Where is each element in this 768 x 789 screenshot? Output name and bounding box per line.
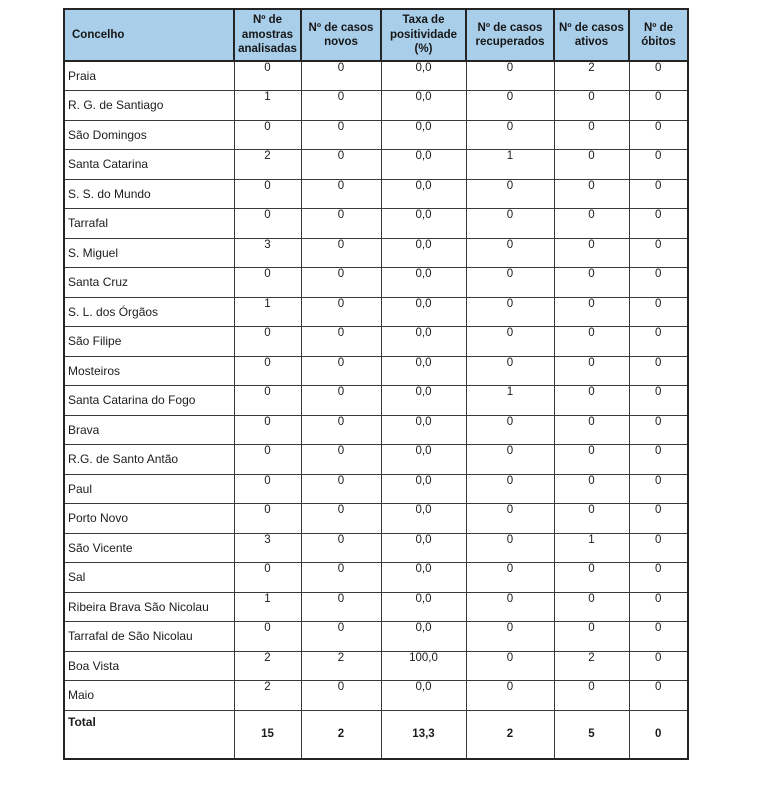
- municipality-cell: Sal: [64, 563, 234, 593]
- value-cell: 0: [629, 563, 688, 593]
- value-cell: 0: [466, 209, 554, 239]
- value-cell: 1: [234, 91, 301, 121]
- table-row: [64, 681, 688, 711]
- municipality-cell: Santa Cruz: [64, 268, 234, 298]
- municipality-cell: R.G. de Santo Antão: [64, 445, 234, 475]
- value-cell: 0: [554, 120, 629, 150]
- value-cell: 0: [234, 474, 301, 504]
- value-cell: 0: [466, 61, 554, 91]
- value-cell: 0,0: [381, 356, 466, 386]
- table-row: [64, 356, 688, 386]
- municipality-cell: S. Miguel: [64, 238, 234, 268]
- total-value-cell: 2: [301, 710, 381, 759]
- value-cell: 0: [629, 209, 688, 239]
- value-cell: 0: [466, 592, 554, 622]
- column-header-taxa-positividade: Taxa de positividade (%): [381, 9, 466, 61]
- value-cell: 0: [301, 61, 381, 91]
- table-row: [64, 268, 688, 298]
- value-cell: 0: [466, 504, 554, 534]
- table-row: [64, 61, 688, 91]
- value-cell: 0: [466, 327, 554, 357]
- value-cell: 1: [234, 297, 301, 327]
- table-row: [64, 297, 688, 327]
- value-cell: 0: [554, 91, 629, 121]
- value-cell: 0: [629, 386, 688, 416]
- municipality-cell: Maio: [64, 681, 234, 711]
- value-cell: 0: [301, 592, 381, 622]
- table-row: [64, 238, 688, 268]
- column-header-concelho: Concelho: [64, 9, 234, 61]
- municipality-cell: Brava: [64, 415, 234, 445]
- value-cell: 1: [554, 533, 629, 563]
- value-cell: 0: [301, 474, 381, 504]
- value-cell: 0: [554, 386, 629, 416]
- value-cell: 0: [554, 268, 629, 298]
- table-body: [64, 61, 688, 710]
- municipality-cell: Santa Catarina: [64, 150, 234, 180]
- value-cell: 0: [554, 356, 629, 386]
- column-header-casos-novos: Nº de casos novos: [301, 9, 381, 61]
- value-cell: 1: [466, 150, 554, 180]
- value-cell: 0: [629, 622, 688, 652]
- municipality-cell: S. L. dos Órgãos: [64, 297, 234, 327]
- municipality-cell: Mosteiros: [64, 356, 234, 386]
- value-cell: 0: [554, 563, 629, 593]
- table-row: [64, 592, 688, 622]
- value-cell: 0: [629, 61, 688, 91]
- value-cell: 0: [301, 504, 381, 534]
- value-cell: 0: [234, 179, 301, 209]
- value-cell: 0: [629, 327, 688, 357]
- column-header-amostras-analisadas: Nº de amostras analisadas: [234, 9, 301, 61]
- value-cell: 0: [629, 651, 688, 681]
- value-cell: 0: [554, 297, 629, 327]
- value-cell: 0: [554, 681, 629, 711]
- column-header-casos-recuperados: Nº de casos recuperados: [466, 9, 554, 61]
- table-container: [63, 8, 689, 760]
- value-cell: 0: [466, 297, 554, 327]
- value-cell: 0,0: [381, 504, 466, 534]
- value-cell: 0: [554, 327, 629, 357]
- total-value-cell: 15: [234, 710, 301, 759]
- value-cell: 0: [554, 238, 629, 268]
- value-cell: 0,0: [381, 622, 466, 652]
- value-cell: 0: [466, 120, 554, 150]
- table-footer: [64, 710, 688, 759]
- value-cell: 0: [301, 681, 381, 711]
- value-cell: 0: [466, 563, 554, 593]
- value-cell: 0,0: [381, 445, 466, 475]
- value-cell: 0: [301, 150, 381, 180]
- value-cell: 0: [301, 356, 381, 386]
- table-row: [64, 445, 688, 475]
- value-cell: 0: [466, 356, 554, 386]
- value-cell: 0: [629, 120, 688, 150]
- value-cell: 0: [234, 327, 301, 357]
- value-cell: 0: [554, 474, 629, 504]
- value-cell: 2: [554, 61, 629, 91]
- table-row: [64, 386, 688, 416]
- value-cell: 0: [466, 681, 554, 711]
- municipality-cell: Praia: [64, 61, 234, 91]
- value-cell: 0: [301, 120, 381, 150]
- value-cell: 100,0: [381, 651, 466, 681]
- value-cell: 2: [234, 651, 301, 681]
- municipality-cell: São Filipe: [64, 327, 234, 357]
- municipality-cell: Ribeira Brava São Nicolau: [64, 592, 234, 622]
- value-cell: 0: [554, 150, 629, 180]
- value-cell: 0: [466, 91, 554, 121]
- table-row: [64, 474, 688, 504]
- value-cell: 1: [466, 386, 554, 416]
- value-cell: 0: [301, 563, 381, 593]
- value-cell: 0,0: [381, 592, 466, 622]
- table-row: [64, 651, 688, 681]
- municipality-cell: S. S. do Mundo: [64, 179, 234, 209]
- value-cell: 0,0: [381, 297, 466, 327]
- value-cell: 0: [466, 533, 554, 563]
- value-cell: 0: [629, 297, 688, 327]
- value-cell: 0: [234, 504, 301, 534]
- value-cell: 0,0: [381, 150, 466, 180]
- value-cell: 0: [234, 356, 301, 386]
- value-cell: 2: [234, 681, 301, 711]
- value-cell: 0,0: [381, 533, 466, 563]
- value-cell: 0: [466, 415, 554, 445]
- table-row: [64, 120, 688, 150]
- value-cell: 0: [554, 592, 629, 622]
- value-cell: 0: [629, 179, 688, 209]
- value-cell: 0,0: [381, 474, 466, 504]
- value-cell: 0,0: [381, 120, 466, 150]
- total-label-cell: Total: [64, 710, 234, 759]
- value-cell: 0: [629, 150, 688, 180]
- value-cell: 0: [301, 415, 381, 445]
- value-cell: 0: [554, 179, 629, 209]
- table-row: [64, 91, 688, 121]
- header-row: [64, 9, 688, 61]
- value-cell: 0,0: [381, 91, 466, 121]
- value-cell: 0: [554, 209, 629, 239]
- table-row: [64, 415, 688, 445]
- municipality-cell: Porto Novo: [64, 504, 234, 534]
- value-cell: 0: [301, 179, 381, 209]
- value-cell: 0,0: [381, 209, 466, 239]
- value-cell: 0: [466, 651, 554, 681]
- value-cell: 0: [301, 91, 381, 121]
- total-value-cell: 0: [629, 710, 688, 759]
- value-cell: 0,0: [381, 61, 466, 91]
- value-cell: 0: [554, 445, 629, 475]
- value-cell: 0: [234, 209, 301, 239]
- value-cell: 0: [629, 681, 688, 711]
- value-cell: 0: [466, 474, 554, 504]
- value-cell: 0,0: [381, 386, 466, 416]
- value-cell: 0: [466, 179, 554, 209]
- value-cell: 0: [234, 386, 301, 416]
- value-cell: 1: [234, 592, 301, 622]
- value-cell: 2: [234, 150, 301, 180]
- value-cell: 0: [466, 238, 554, 268]
- value-cell: 0: [554, 504, 629, 534]
- value-cell: 2: [301, 651, 381, 681]
- table-row: [64, 179, 688, 209]
- value-cell: 0: [234, 268, 301, 298]
- municipality-cell: São Vicente: [64, 533, 234, 563]
- total-value-cell: 13,3: [381, 710, 466, 759]
- value-cell: 0: [629, 268, 688, 298]
- value-cell: 0: [301, 238, 381, 268]
- municipality-cell: Tarrafal de São Nicolau: [64, 622, 234, 652]
- value-cell: 0: [234, 120, 301, 150]
- value-cell: 0,0: [381, 563, 466, 593]
- value-cell: 0: [629, 238, 688, 268]
- value-cell: 0: [629, 91, 688, 121]
- value-cell: 0: [466, 445, 554, 475]
- value-cell: 0,0: [381, 415, 466, 445]
- value-cell: 0,0: [381, 238, 466, 268]
- value-cell: 0,0: [381, 179, 466, 209]
- municipality-cell: Paul: [64, 474, 234, 504]
- value-cell: 0: [629, 474, 688, 504]
- municipality-cell: Boa Vista: [64, 651, 234, 681]
- value-cell: 0: [629, 415, 688, 445]
- value-cell: 3: [234, 238, 301, 268]
- value-cell: 0: [629, 533, 688, 563]
- total-value-cell: 5: [554, 710, 629, 759]
- table-row: [64, 150, 688, 180]
- value-cell: 0: [301, 209, 381, 239]
- value-cell: 0,0: [381, 681, 466, 711]
- table-row: [64, 504, 688, 534]
- value-cell: 0: [301, 445, 381, 475]
- value-cell: 0: [629, 356, 688, 386]
- value-cell: 2: [554, 651, 629, 681]
- column-header-obitos: Nº de óbitos: [629, 9, 688, 61]
- value-cell: 0: [629, 445, 688, 475]
- value-cell: 0: [301, 327, 381, 357]
- value-cell: 0: [554, 622, 629, 652]
- value-cell: 0: [301, 386, 381, 416]
- value-cell: 0: [629, 504, 688, 534]
- municipality-cell: São Domingos: [64, 120, 234, 150]
- value-cell: 0: [554, 415, 629, 445]
- value-cell: 0: [234, 415, 301, 445]
- municipality-cell: Tarrafal: [64, 209, 234, 239]
- value-cell: 0,0: [381, 268, 466, 298]
- value-cell: 0,0: [381, 327, 466, 357]
- table-row: [64, 622, 688, 652]
- table-row: [64, 209, 688, 239]
- table-header: [64, 9, 688, 61]
- value-cell: 0: [301, 533, 381, 563]
- value-cell: 0: [301, 268, 381, 298]
- value-cell: 0: [301, 622, 381, 652]
- table-row: [64, 563, 688, 593]
- value-cell: 0: [234, 622, 301, 652]
- value-cell: 0: [234, 563, 301, 593]
- value-cell: 0: [466, 622, 554, 652]
- column-header-casos-ativos: Nº de casos ativos: [554, 9, 629, 61]
- municipality-cell: R. G. de Santiago: [64, 91, 234, 121]
- value-cell: 0: [234, 445, 301, 475]
- value-cell: 0: [629, 592, 688, 622]
- total-value-cell: 2: [466, 710, 554, 759]
- value-cell: 0: [234, 61, 301, 91]
- value-cell: 0: [301, 297, 381, 327]
- table-row: [64, 533, 688, 563]
- table-row: [64, 327, 688, 357]
- value-cell: 0: [466, 268, 554, 298]
- covid-municipality-table: [63, 8, 689, 760]
- municipality-cell: Santa Catarina do Fogo: [64, 386, 234, 416]
- value-cell: 3: [234, 533, 301, 563]
- total-row: [64, 710, 688, 759]
